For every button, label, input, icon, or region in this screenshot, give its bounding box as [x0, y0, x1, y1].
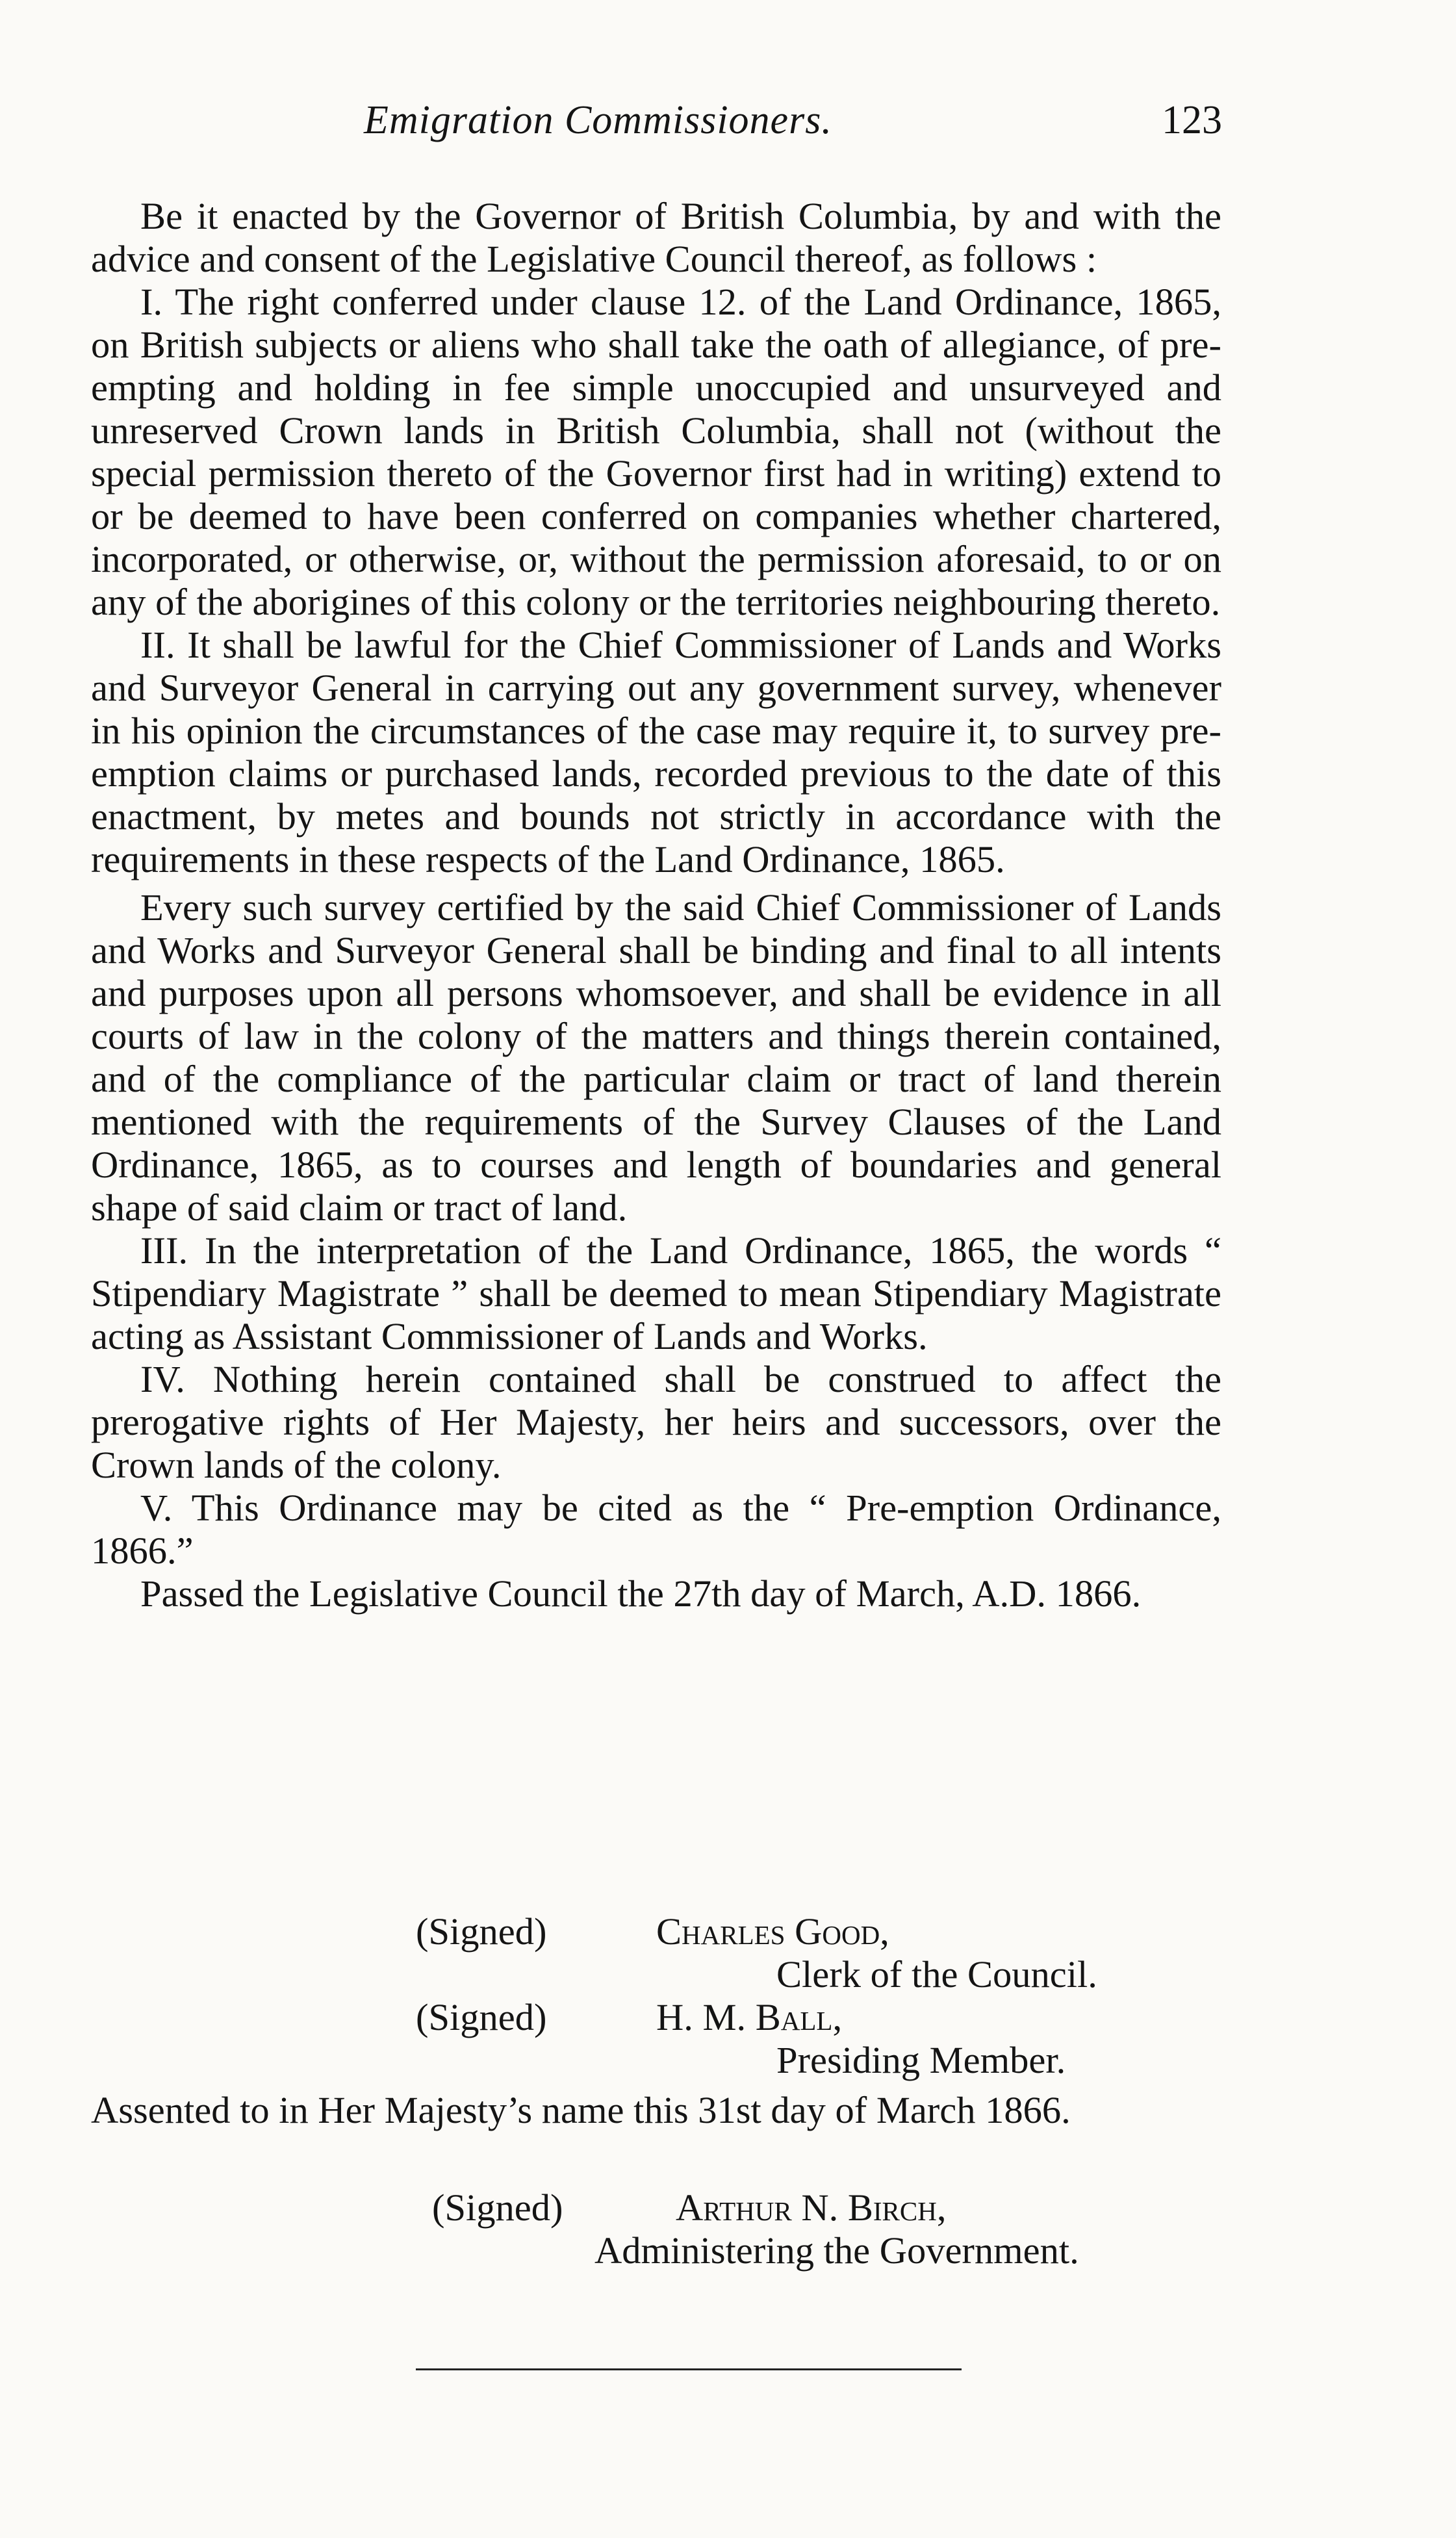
governor-signature — [0, 2186, 1456, 2277]
ordinance-body — [91, 195, 1221, 1615]
section-iv: IV. Nothing herein contained shall be construed to affect the prerogative rights of Her Majesty, her heirs and successors, over the Crown lands of the colony. — [91, 1358, 1221, 1486]
signed-label: (Signed) — [432, 2186, 563, 2229]
signatory-name: H. M. Ball, — [656, 1996, 843, 2038]
section-i: I. The right conferred under clause 12. of the Land Ordinance, 1865, on British subjects or aliens who shall take the oath of allegiance, of pre-empting and holding in fee simple unoccupied and unsurveyed and unreserved Crown lands in British Columbia, shall not (without the special permission thereto of the Governor first had in writing) extend to or be deemed to have been conferred on companies whether chartered, incorporated, or otherwise, or, without the permission aforesaid, to or on any of the aborigines of this colony or the territories neighbouring thereto. — [91, 281, 1221, 623]
signatory-name: Charles Good, — [656, 1910, 889, 1953]
section-v: V. This Ordinance may be cited as the “ Pre-emption Ordinance, 1866.” — [91, 1487, 1221, 1572]
signed-label: (Signed) — [416, 1996, 547, 2038]
signatory-title: Clerk of the Council. — [776, 1953, 1097, 1995]
passed-statement: Passed the Legislative Council the 27th day of March, A.D. 1866. — [140, 1572, 1142, 1615]
section-ii: II. It shall be lawful for the Chief Commissioner of Lands and Works and Surveyor General in carrying out any government survey, whenever in his opinion the circumstances of the case may require it, to survey pre-emption claims or purchased lands, recorded previous to the date of this enactment, by metes and bounds not strictly in accordance with the requirements in these respects of the Land Ordinance, 1865. — [91, 624, 1221, 880]
section-ii-continued: Every such survey certified by the said Chief Commissioner of Lands and Works and Surveyor General shall be binding and final to all intents and purposes upon all persons whomsoever, and shall be evidence in all courts of law in the colony of the matters and things therein contained, and of the compliance of the particular claim or tract of land therein mentioned with the requirements of the Survey Clauses of the Land Ordinance, 1865, as to courses and length of boundaries and general shape of said claim or tract of land. — [91, 886, 1221, 1229]
closing-rule — [416, 2368, 962, 2370]
enacting-clause: Be it enacted by the Governor of British Columbia, by and with the advice and consent of the Legislative Council thereof, as follows : — [91, 195, 1221, 280]
page-number: 123 — [1162, 98, 1222, 142]
signed-label: (Signed) — [416, 1910, 547, 1953]
running-title: Emigration Commissioners. — [364, 98, 832, 142]
signatory-title: Presiding Member. — [776, 2039, 1066, 2081]
section-iii: III. In the interpretation of the Land Ordinance, 1865, the words “ Stipendiary Magistrate ” shall be deemed to mean Stipendiary Magistrate acting as Assistant Commissioner of Lands and Works. — [91, 1229, 1221, 1357]
assent-statement: Assented to in Her Majesty’s name this 31st day of March 1866. — [91, 2089, 1071, 2131]
council-signatures — [0, 1910, 1456, 2079]
signatory-title: Administering the Government. — [594, 2229, 1079, 2272]
signatory-name: Arthur N. Birch, — [676, 2186, 947, 2229]
